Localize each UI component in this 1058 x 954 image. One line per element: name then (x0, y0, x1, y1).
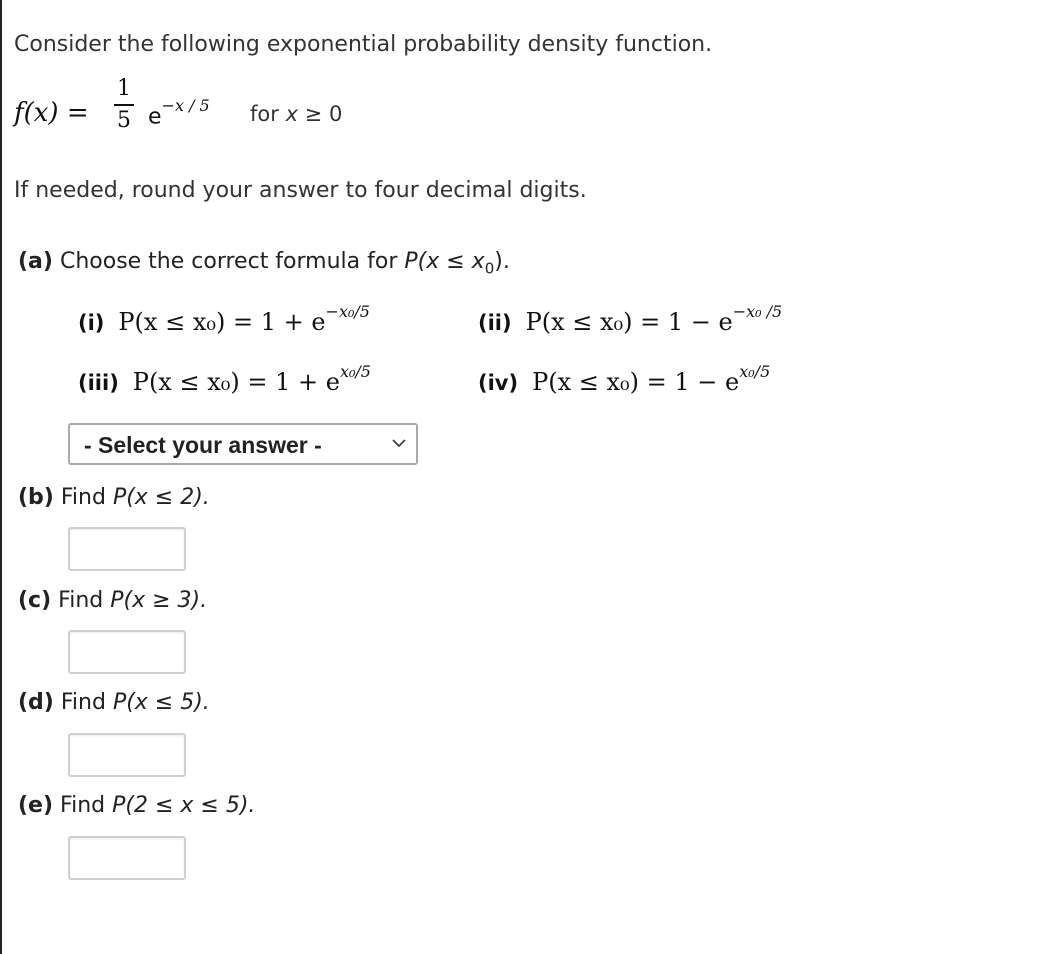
option-ii-formula-text: P(x ≤ x₀) = 1 − e (525, 308, 733, 336)
intro-text: Consider the following exponential probability density function. (14, 32, 713, 57)
question-b-formula: P(x ≤ 2). (112, 485, 210, 510)
option-iii-label: (iii) (78, 371, 119, 395)
option-i (78, 302, 370, 336)
left-border (0, 0, 2, 954)
question-d-prefix: Find (60, 690, 113, 715)
option-ii-exponent: −x₀ /5 (732, 302, 783, 321)
answer-input-d[interactable] (68, 733, 186, 777)
pdf-domain-rest: ≥ 0 (298, 102, 343, 126)
question-b-prefix: Find (60, 485, 113, 510)
option-ii (478, 302, 783, 336)
answer-input-c[interactable] (68, 630, 186, 674)
answer-input-e[interactable] (68, 836, 186, 880)
question-c-prefix: Find (58, 588, 111, 613)
pdf-domain (250, 102, 342, 126)
answer-input-b[interactable] (68, 527, 186, 571)
question-e-label: (e) (18, 793, 54, 818)
option-iv-formula-text: P(x ≤ x₀) = 1 − e (532, 368, 740, 396)
pdf-exp-base: e (148, 104, 162, 130)
option-ii-label: (ii) (478, 311, 512, 335)
answer-select-dropdown[interactable] (68, 423, 418, 465)
pdf-fraction-numerator: 1 (117, 76, 131, 101)
option-i-formula-text: P(x ≤ x₀) = 1 + e (118, 308, 326, 336)
question-d (18, 690, 210, 715)
pdf-formula (14, 76, 434, 156)
chevron-down-icon (392, 438, 406, 448)
question-b (18, 485, 210, 510)
option-iii-formula (132, 362, 371, 396)
question-d-label: (d) (18, 690, 54, 715)
option-iii-formula-text: P(x ≤ x₀) = 1 + e (132, 368, 340, 396)
question-a-formula: P(x ≤ x (404, 249, 485, 274)
question-c-formula: P(x ≥ 3). (110, 588, 208, 613)
option-iv-exponent: x₀/5 (739, 362, 771, 381)
question-b-label: (b) (18, 485, 54, 510)
question-a-sub: 0 (484, 259, 495, 278)
option-i-formula (118, 302, 370, 336)
question-a-label: (a) (18, 249, 53, 274)
pdf-fraction-denominator: 5 (117, 108, 131, 133)
option-iv-formula (532, 362, 771, 396)
option-i-label: (i) (78, 311, 105, 335)
pdf-domain-var: x (285, 102, 298, 126)
rounding-instruction: If needed, round your answer to four decimal digits. (14, 178, 587, 203)
pdf-fraction-bar (114, 104, 134, 106)
option-ii-formula (525, 302, 783, 336)
option-iv-label: (iv) (478, 371, 519, 395)
pdf-domain-prefix: for (250, 102, 286, 126)
question-d-formula: P(x ≤ 5). (112, 690, 210, 715)
pdf-exp-power: −x / 5 (161, 96, 210, 115)
answer-select-text: - Select your answer - (84, 432, 322, 458)
option-i-exponent: −x₀/5 (325, 302, 370, 321)
question-c (18, 588, 207, 613)
pdf-fraction (114, 76, 134, 134)
question-c-label: (c) (18, 588, 52, 613)
option-iii (78, 362, 371, 396)
pdf-lhs: f(x) = (14, 98, 89, 128)
question-e-prefix: Find (60, 793, 113, 818)
question-e-formula: P(2 ≤ x ≤ 5). (112, 793, 256, 818)
option-iii-exponent: x₀/5 (339, 362, 371, 381)
option-iv (478, 362, 771, 396)
question-e (18, 793, 255, 818)
question-a-prefix: Choose the correct formula for (59, 249, 405, 274)
question-a-suffix: ). (494, 249, 510, 274)
pdf-exponential (148, 96, 210, 130)
question-a (18, 249, 510, 277)
